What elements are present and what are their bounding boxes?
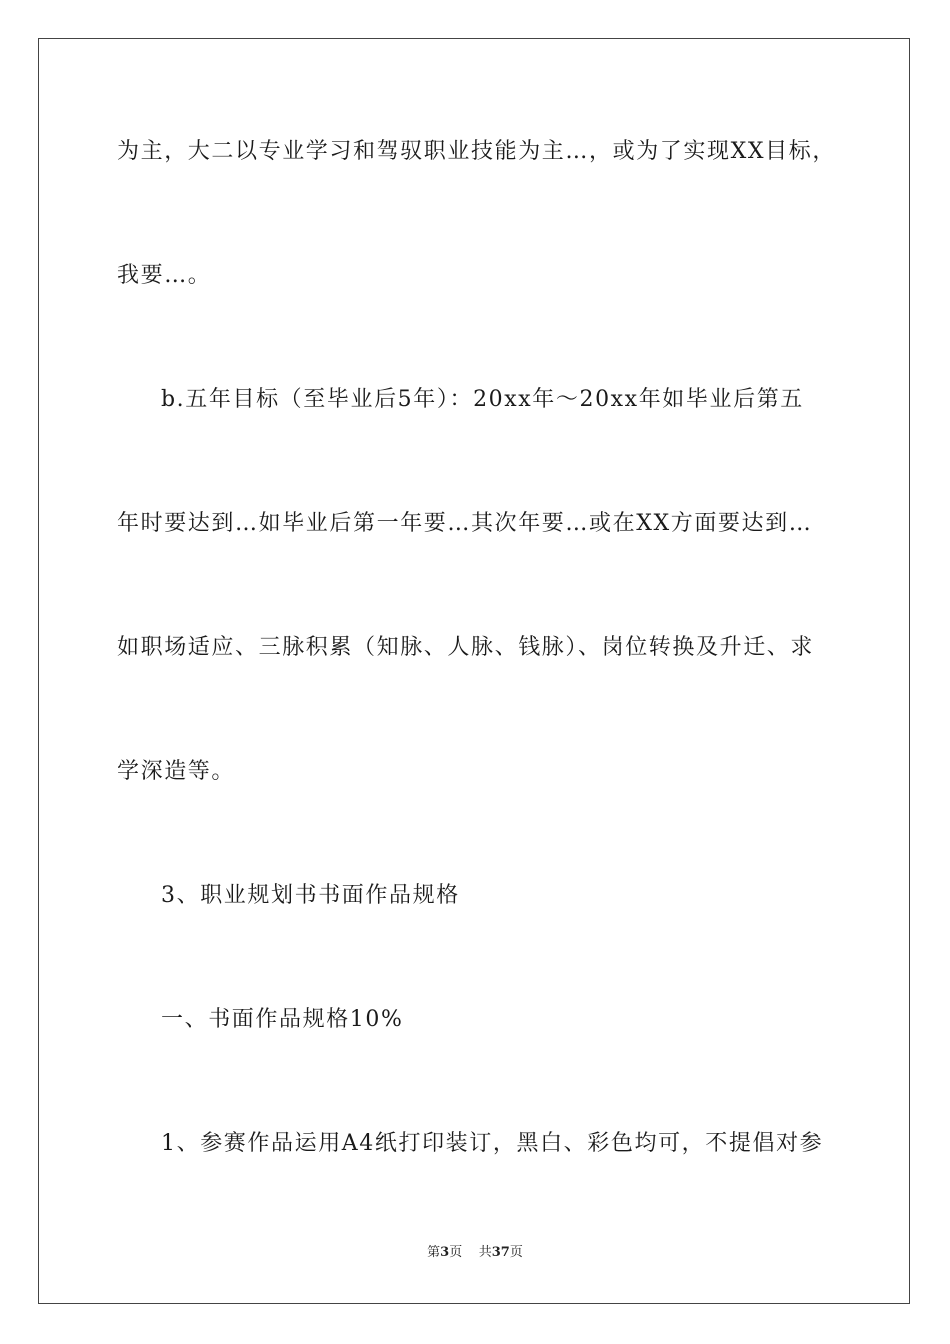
body-line-4: 年时要达到…如毕业后第一年要…其次年要…或在XX方面要达到… — [117, 511, 813, 536]
body-line-2: 我要…。 — [117, 263, 212, 288]
page-frame — [38, 38, 910, 1304]
body-line-6: 学深造等。 — [117, 759, 236, 784]
subsection-heading-written-spec: 一、书面作品规格10% — [161, 1007, 404, 1032]
body-line-5: 如职场适应、三脉积累（知脉、人脉、钱脉）、岗位转换及升迁、求 — [117, 635, 815, 660]
page-footer — [0, 1244, 950, 1262]
footer-page-prefix: 第 — [427, 1245, 441, 1260]
section-heading-career-plan-spec: 3、职业规划书书面作品规格 — [161, 883, 460, 908]
body-line-1: 为主，大二以专业学习和驾驭职业技能为主…，或为了实现XX目标， — [117, 139, 836, 164]
footer-total-suffix: 页 — [509, 1245, 523, 1260]
body-line-9: 1、参赛作品运用A4纸打印装订，黑白、彩色均可，不提倡对参 — [161, 1131, 824, 1156]
footer-total-pages: 37 — [491, 1245, 510, 1260]
footer-page-number: 3 — [440, 1245, 450, 1260]
footer-total-prefix: 共 — [478, 1245, 492, 1260]
footer-page-suffix: 页 — [449, 1245, 463, 1260]
body-line-3: b.五年目标（至毕业后5年）：20xx年～20xx年如毕业后第五 — [161, 387, 804, 412]
